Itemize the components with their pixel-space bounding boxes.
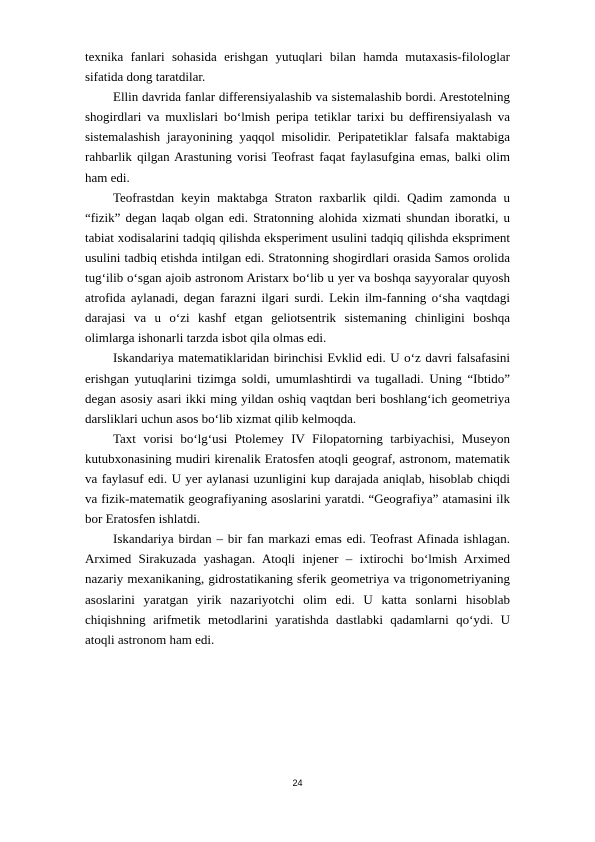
paragraph-4: Iskandariya matematiklaridan birinchisi Evklid edi. U o‘z davri falsafasini erishgan yutuqlarini tizimga soldi, umumlashtirdi va tugalladi. Uning “Ibtido” degan asosiy asari ikki ming yildan oshiq vaqtdan beri boshlang‘ich geometriya darsliklari uchun asos bo‘lib xizmat qilib kelmoqda.: [85, 350, 510, 426]
paragraph-3: Teofrastdan keyin maktabga Straton raxbarlik qildi. Qadim zamonda u “fizik” degan laqab olgan edi. Stratonning alohida xizmati shundan iboratki, u tabiat xodisalarini tadqiq qilishda eksperiment usulini tadqiq qilishda ekspriment usulini tadbiq etishda intilgan edi. Stratonning shogirdlari orasida Samos orolida tug‘ilib o‘sgan ajoib astronom Aristarx bo‘lib u yer va boshqa sayyoralar quyosh atrofida aylanadi, degan farazni ilgari surdi. Lekin ilm-fanning o‘sha vaqtdagi darajasi va u o‘zi kashf etgan geliotsentrik sistemaning chinligini boshqa olimlarga ishonarli tarzda isbot qila olmas edi.: [85, 189, 510, 346]
page-body: [85, 47, 510, 650]
paragraph-6: Iskandariya birdan – bir fan markazi emas edi. Teofrast Afinada ishlagan. Arximed Sirakuzada yashagan. Atoqli injener – ixtirochi bo‘lmish Arximed nazariy mexanikaning, gidrostatikaning sferik geometriya va trigonometriyaning asoslarini yaratgan yirik nazariyotchi olim edi. U katta sonlarni hisoblab chiqishning arifmetik metodlarini yaratishda dastlabki qadamlarni qo‘ydi. U atoqli astronom ham edi.: [85, 531, 510, 647]
paragraph-2: Ellin davrida fanlar differensiyalashib va sistemalashib bordi. Arestotelning shogirdlari va muxlislari bo‘lmish peripa tetiklar tarixi bu deffirensiyalash va sistemalashish jarayonining yaqqol misolidir. Peripatetiklar falsafa maktabiga rahbarlik qilgan Arastuning vorisi Teofrast faqat faylasufgina emas, balki olim ham edi.: [85, 89, 510, 185]
paragraph-5: Taxt vorisi bo‘lg‘usi Ptolemey IV Filopatorning tarbiyachisi, Museyon kutubxonasining mudiri kirenalik Eratosfen atoqli geograf, astronom, matematik va faylasuf edi. U yer aylanasi uzunligini kup darajada aniqlab, hisoblab chiqdi va fizik-matematik geografiyaning asoslarini yaratdi. “Geografiya” atamasini ilk bor Eratosfen ishlatdi.: [85, 430, 510, 527]
page-number: 24: [292, 778, 303, 788]
paragraph-1: texnika fanlari sohasida erishgan yutuqlari bilan hamda mutaxasis-filologlar sifatida dong taratdilar.: [85, 49, 510, 85]
